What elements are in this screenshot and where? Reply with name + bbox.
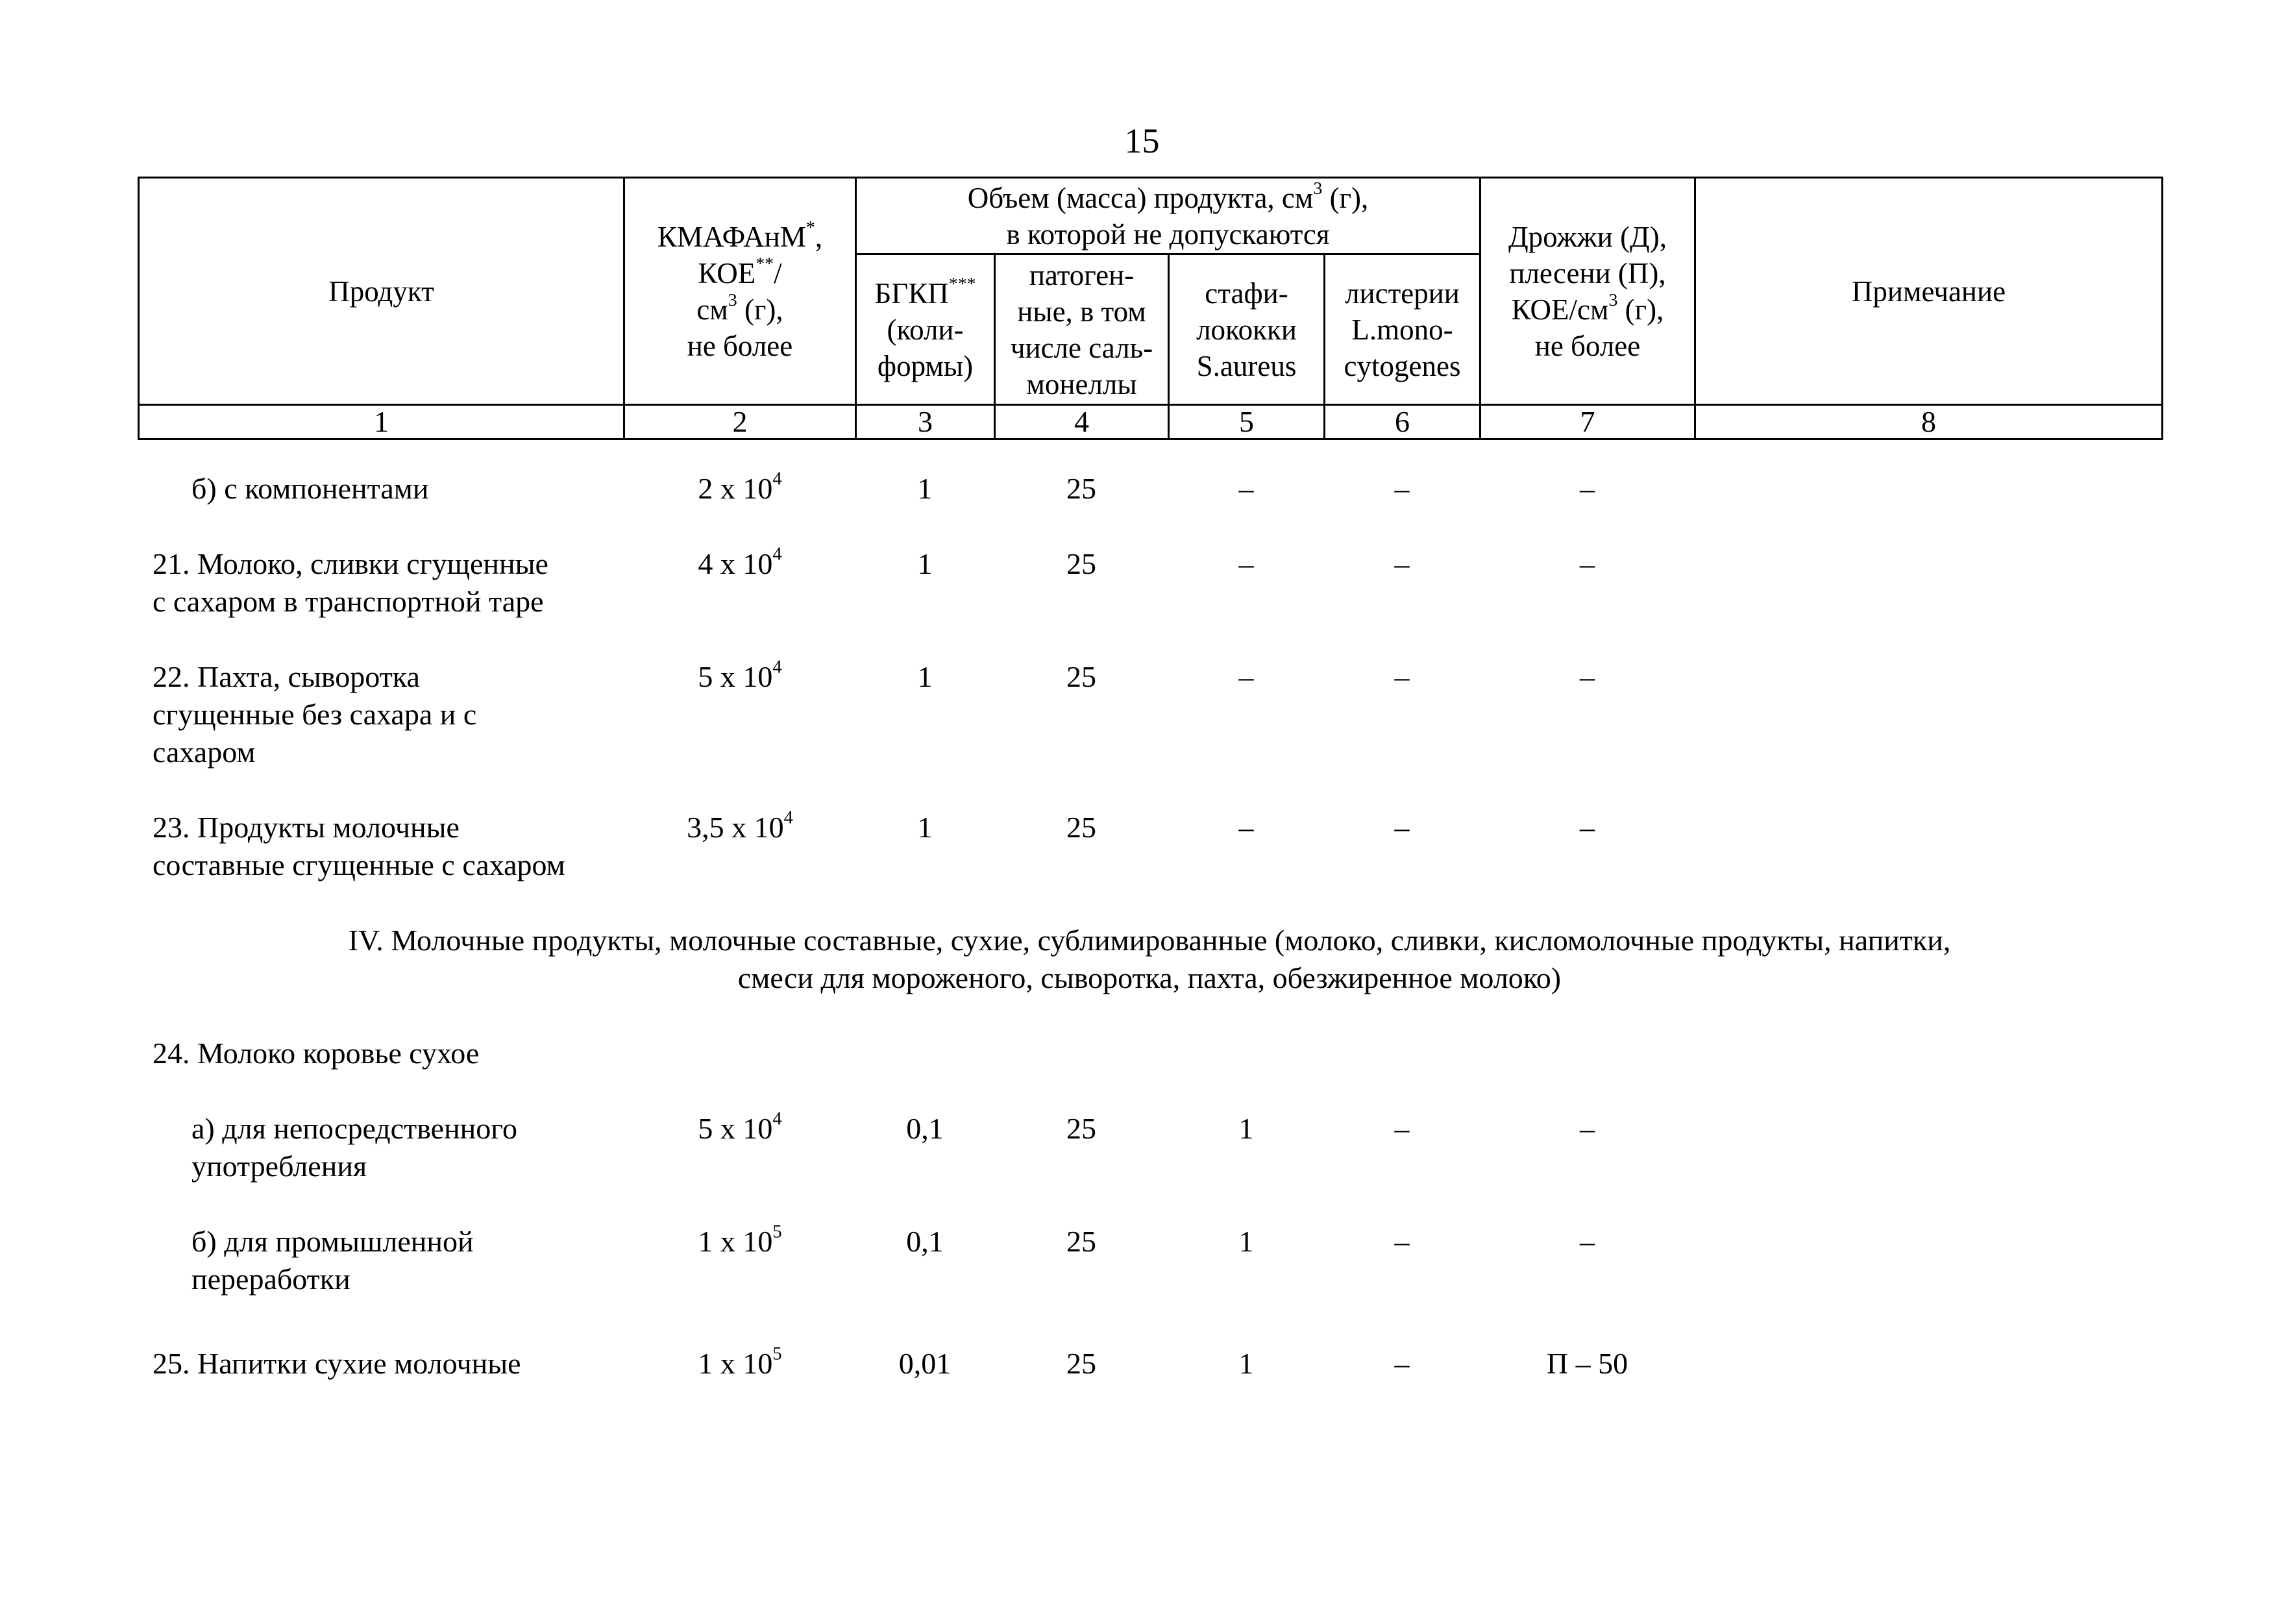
row-listeria: – [1394, 547, 1410, 580]
row-pathogens: 25 [1066, 472, 1096, 505]
header-yeast-mold: Дрожжи (Д), плесени (П), КОЕ/$см^3$ (г), не более [1480, 178, 1695, 405]
row-product: 21. Молоко, сливки сгущенные с сахаром в транспортной таре [153, 547, 548, 618]
col-number: 5 [1169, 405, 1325, 439]
row-pathogens: 25 [1066, 1112, 1096, 1145]
row-kmafanm: 3,5 x $10^4$ [687, 807, 793, 844]
row-product: 22. Пахта, сыворотка сгущенные без сахара и с сахаром [153, 660, 477, 769]
section-heading: IV. Молочные продукты, молочные составные, сухие, сублимированные (молоко, сливки, кисломолочные продукты, напитки, смеси для мороженого, сыворотка, пахта, обезжиренное молоко) [348, 924, 1951, 994]
row-listeria: – [1394, 472, 1410, 505]
row-listeria: – [1394, 660, 1410, 693]
col-number: 6 [1325, 405, 1480, 439]
row-bgkp: 1 [917, 811, 933, 844]
row-product: 24. Молоко коровье сухое [153, 1037, 480, 1070]
row-listeria: – [1394, 811, 1410, 844]
header-staph: стафи- лококки S.aureus [1169, 254, 1325, 405]
row-bgkp: 1 [917, 472, 933, 505]
row-yeast: – [1580, 1225, 1595, 1258]
header-kmafanm: КМАФАнМ*, КОЕ**/ $см^3$ (г), не более [624, 178, 856, 405]
row-bgkp: 0,1 [906, 1112, 944, 1145]
row-yeast: – [1580, 811, 1595, 844]
row-kmafanm: 4 x $10^4$ [698, 544, 782, 580]
row-yeast: – [1580, 660, 1595, 693]
row-listeria: – [1394, 1112, 1410, 1145]
row-kmafanm: 5 x $10^4$ [698, 1109, 782, 1145]
row-pathogens: 25 [1066, 547, 1096, 580]
row-product: 23. Продукты молочные составные сгущенные с сахаром [153, 811, 565, 881]
row-product: а) для непосредственного употребления [191, 1112, 518, 1183]
row-yeast: – [1580, 472, 1595, 505]
header-volume-group: Объем (масса) продукта, $см^3$ (г), в которой не допускаются [856, 178, 1480, 254]
row-product: б) для промышленной переработки [191, 1225, 474, 1296]
row-yeast: П – 50 [1546, 1347, 1628, 1380]
header-pathogens: патоген- ные, в том числе саль- монеллы [995, 254, 1169, 405]
row-staph: – [1238, 811, 1254, 844]
row-listeria: – [1394, 1347, 1410, 1380]
col-number: 1 [139, 405, 624, 439]
row-kmafanm: 1 x $10^5$ [698, 1222, 782, 1258]
col-number: 7 [1480, 405, 1695, 439]
column-number-row [139, 405, 2163, 439]
row-pathogens: 25 [1066, 660, 1096, 693]
row-staph: – [1238, 472, 1254, 505]
row-kmafanm: 5 x $10^4$ [698, 657, 782, 693]
row-staph: – [1238, 547, 1254, 580]
header-note: Примечание [1695, 178, 2163, 405]
row-staph: 1 [1238, 1112, 1254, 1145]
col-number: 3 [856, 405, 995, 439]
header-listeria: листерии L.mono- cytogenes [1325, 254, 1480, 405]
row-kmafanm: 2 x $10^4$ [698, 469, 782, 505]
row-yeast: – [1580, 547, 1595, 580]
page-number: 15 [1124, 121, 1160, 160]
table-header [138, 177, 2163, 440]
row-staph: 1 [1238, 1225, 1254, 1258]
row-product: б) с компонентами [191, 472, 429, 505]
header-product: Продукт [139, 178, 624, 405]
row-bgkp: 1 [917, 547, 933, 580]
row-kmafanm: 1 x $10^5$ [698, 1344, 782, 1380]
row-staph: 1 [1238, 1347, 1254, 1380]
col-number: 2 [624, 405, 856, 439]
row-bgkp: 0,1 [906, 1225, 944, 1258]
row-pathogens: 25 [1066, 811, 1096, 844]
row-pathogens: 25 [1066, 1225, 1096, 1258]
row-pathogens: 25 [1066, 1347, 1096, 1380]
row-yeast: – [1580, 1112, 1595, 1145]
row-bgkp: 0,01 [898, 1347, 952, 1380]
row-staph: – [1238, 660, 1254, 693]
row-listeria: – [1394, 1225, 1410, 1258]
row-bgkp: 1 [917, 660, 933, 693]
row-product: 25. Напитки сухие молочные [153, 1347, 521, 1380]
header-bgkp: БГКП*** (коли- формы) [856, 254, 995, 405]
col-number: 8 [1695, 405, 2163, 439]
col-number: 4 [995, 405, 1169, 439]
